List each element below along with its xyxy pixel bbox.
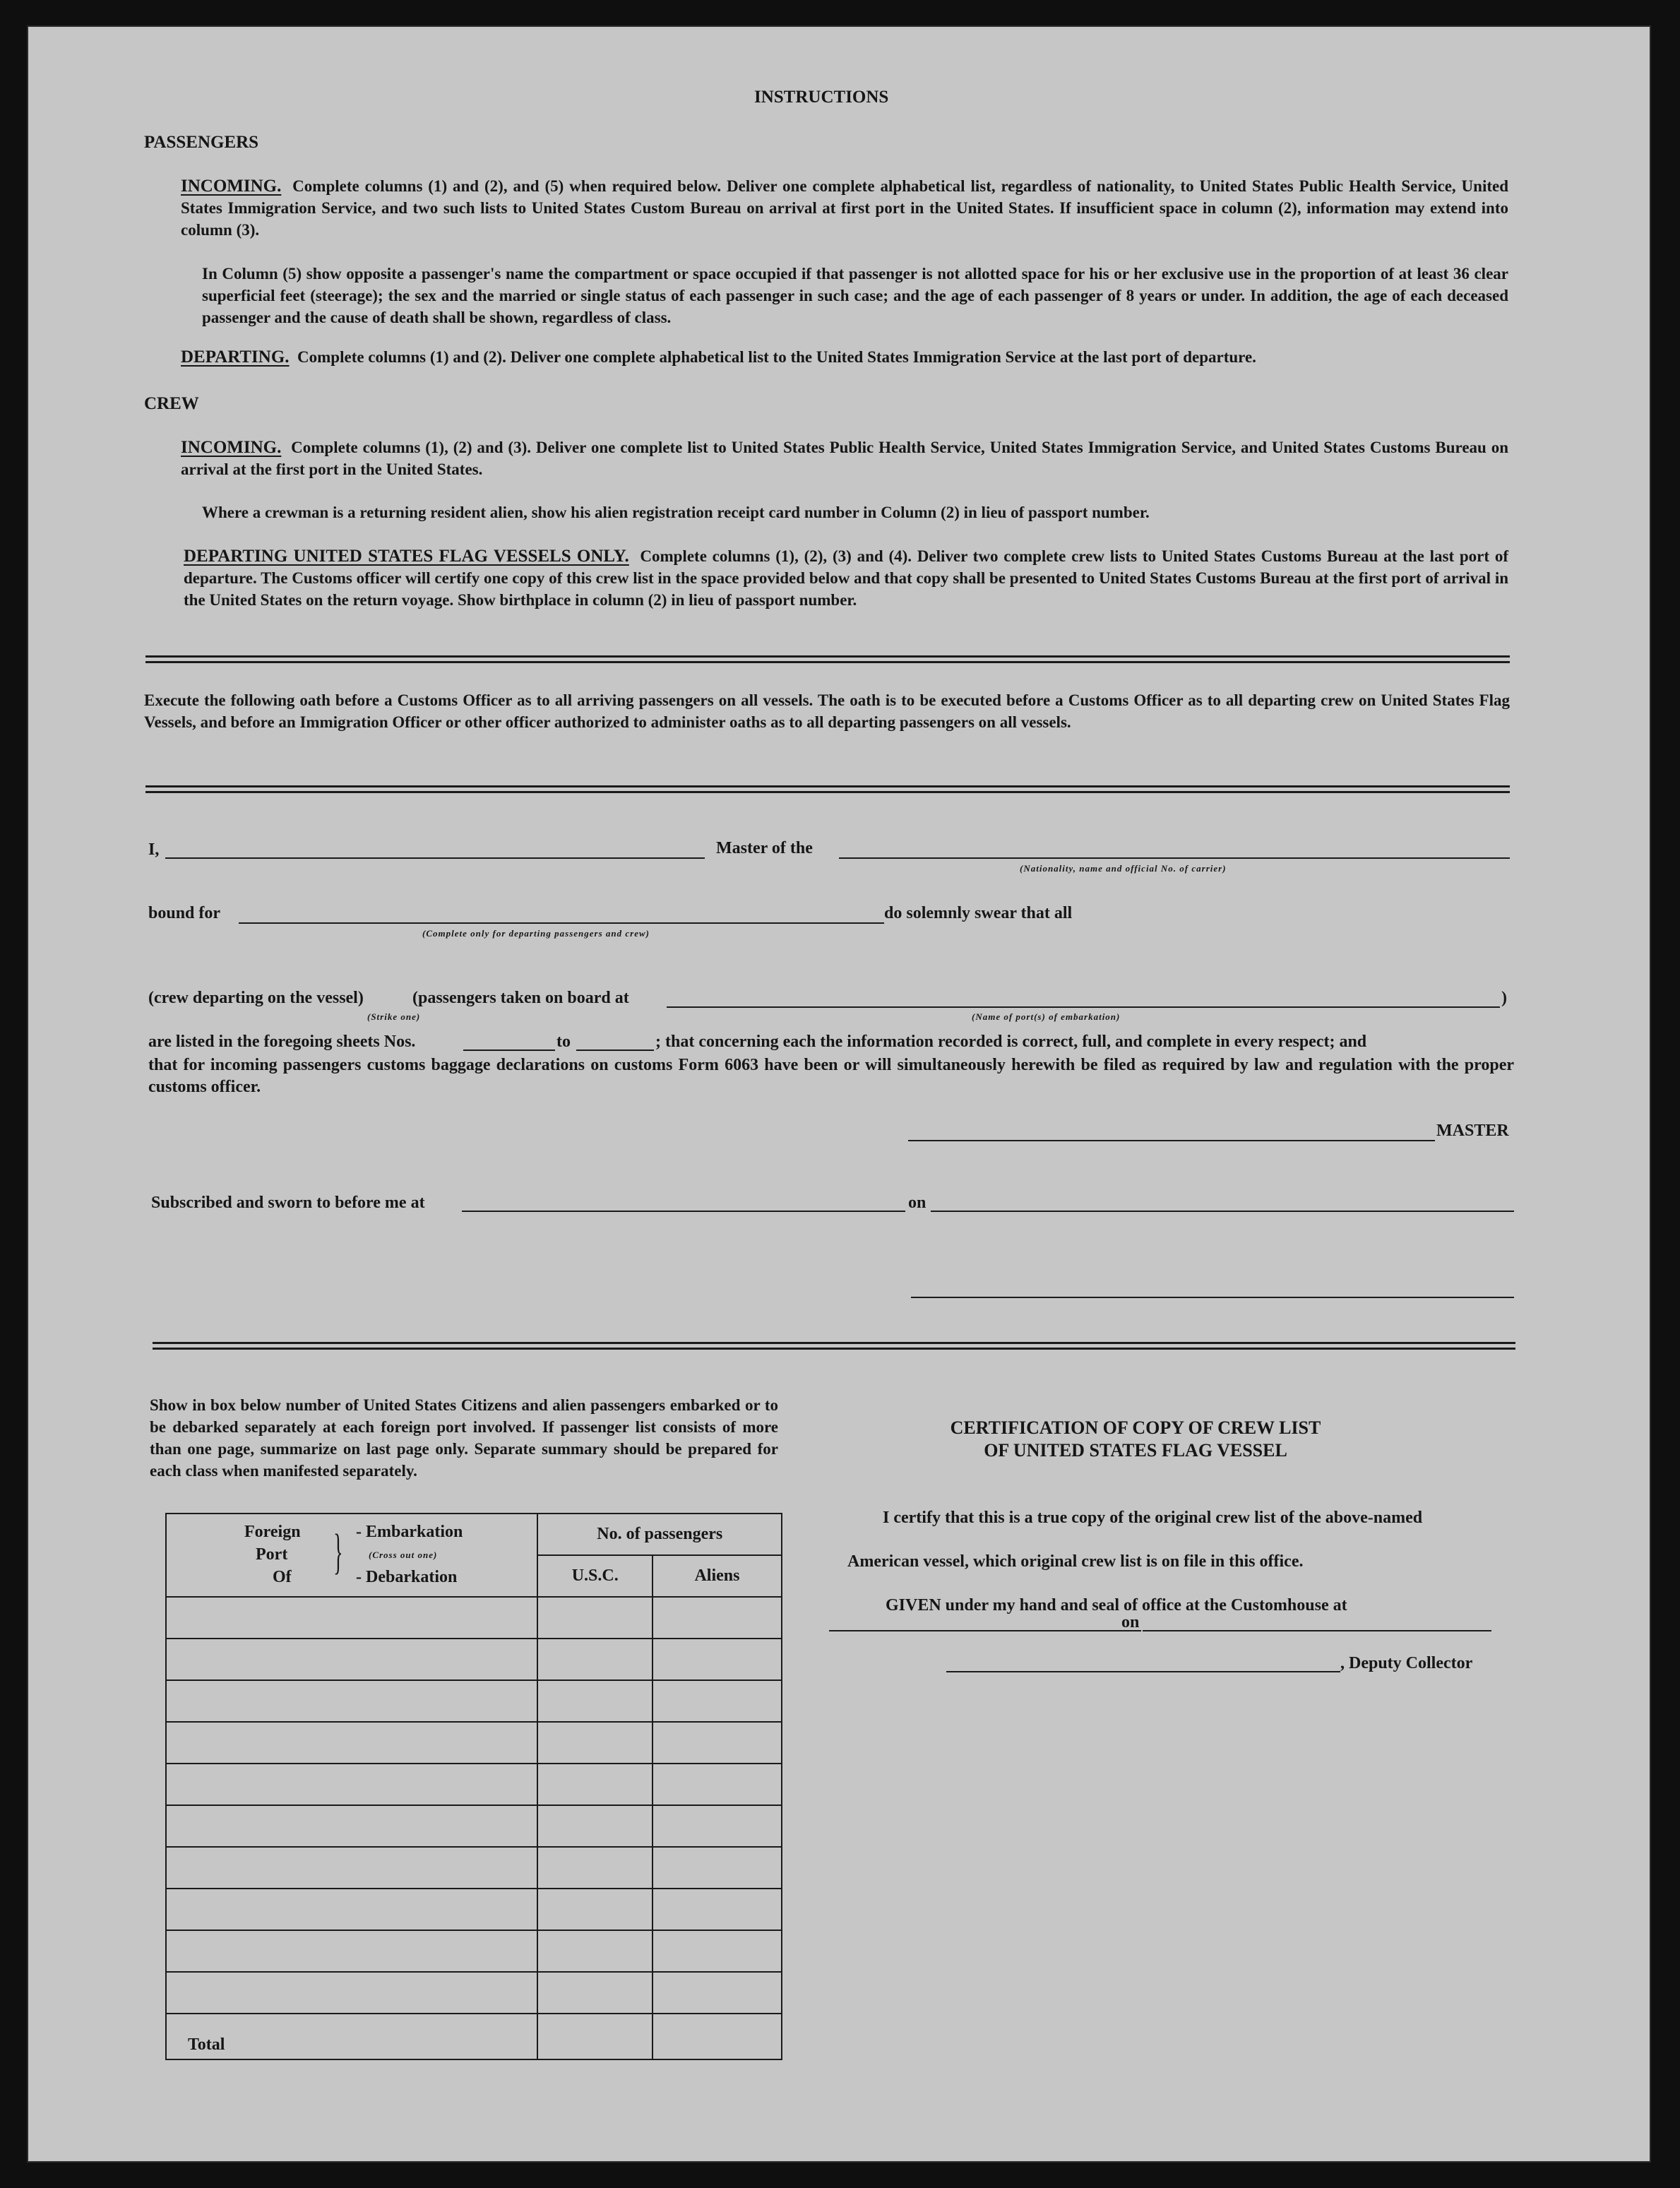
ports-hint: (Name of port(s) of embarkation) <box>972 1011 1121 1022</box>
port-cell[interactable] <box>166 1639 537 1680</box>
crew-departing-paragraph <box>184 545 1508 611</box>
close-paren: ) <box>1501 989 1507 1007</box>
document-page <box>27 25 1651 2163</box>
baggage-declaration-text: that for incoming passengers customs baggage declarations on customs Form 6063 have been or will simultaneously herewith be filed as required by law and regulation with the proper customs officer. <box>148 1056 1514 1096</box>
passengers-incoming-text: Complete columns (1) and (2), and (5) when required below. Deliver one complete alphabetical list, regardless of nationality, to United States Public Health Service, United States Immigration Service, and two such lists to United States Custom Bureau on arrival at first port in the United States. If insufficient space in column (2), information may extend into column (3). <box>181 177 1509 239</box>
port-label: Port <box>256 1545 288 1564</box>
usc-cell[interactable] <box>537 1889 652 1930</box>
master-name-line[interactable] <box>165 857 705 859</box>
cross-out-hint: (Cross out one) <box>369 1550 438 1560</box>
passengers-departing-paragraph <box>181 346 1508 368</box>
sheet-to-line[interactable] <box>576 1050 654 1051</box>
oath-i-label: I, <box>148 840 160 859</box>
aliens-total-cell[interactable] <box>653 2014 782 2059</box>
table-row <box>166 1680 782 1722</box>
passengers-title: PASSENGERS <box>144 133 259 152</box>
listed-text: ; that concerning each the information recorded is correct, full, and complete in every respect; and <box>655 1033 1367 1051</box>
oath-intro: Execute the following oath before a Customs Officer as to all arriving passengers on all vessels. The oath is to be executed before a Customs Officer as to all departing crew on United States Flag Vessels, and before an Immigration Officer or other officer authorized to administer oaths as to all departing passengers on all vessels. <box>144 691 1510 731</box>
usc-total-cell[interactable] <box>537 2014 652 2059</box>
nationality-hint: (Nationality, name and official No. of carrier) <box>1020 863 1227 874</box>
crew-resident-paragraph: Where a crewman is a returning resident alien, show his alien registration receipt card number in Column (2) in lieu of passport number. <box>202 504 1150 521</box>
aliens-cell[interactable] <box>653 1805 782 1847</box>
bound-for-label: bound for <box>148 904 221 922</box>
aliens-cell[interactable] <box>653 1972 782 2014</box>
passengers-incoming-paragraph <box>181 175 1508 241</box>
usc-cell[interactable] <box>537 1764 652 1805</box>
table-row <box>166 1805 782 1847</box>
bound-hint: (Complete only for departing passengers and crew) <box>422 928 650 939</box>
usc-cell[interactable] <box>537 1930 652 1972</box>
aliens-cell[interactable] <box>653 1847 782 1889</box>
crew-incoming-text: Complete columns (1), (2) and (3). Deliver one complete list to United States Public Health Service, United States Immigration Service, and United States Customs Bureau on arrival at the first port in the United States. <box>181 439 1509 478</box>
crew-departing-text: Complete columns (1), (2), (3) and (4). Deliver two complete crew lists to United States Customs Bureau at the last port of departure. The Customs officer will certify one copy of this crew list in the space provided below and that copy shall be presented to United States Customs Bureau at the first port of arrival in the United States on the return voyage. Show birthplace in column (2) in lieu of passport number. <box>184 547 1508 609</box>
aliens-cell[interactable] <box>653 1764 782 1805</box>
summary-intro: Show in box below number of United States Citizens and alien passengers embarked or to be debarked separately at each foreign port involved. If passenger list consists of more than one page, summarize on last page only. Separate summary should be prepared for each class when manifested separately. <box>150 1396 778 1480</box>
passengers-column5-paragraph: In Column (5) show opposite a passenger's name the compartment or space occupied if that passenger is not allotted space for his or her exclusive use in the proportion of at least 36 clear superficial feet (steerage); the sex and the married or single status of each passenger in such case; and the age of each passenger of 8 years or under. In addition, the age of each deceased passenger and the cause of death shall be shown, regardless of class. <box>202 265 1508 326</box>
total-row <box>166 2014 782 2059</box>
subscribed-label: Subscribed and sworn to before me at <box>151 1194 425 1212</box>
passengers-departing-text: Complete columns (1) and (2). Deliver one complete alphabetical list to the United States Immigration Service at the last port of departure. <box>297 348 1256 366</box>
usc-cell[interactable] <box>537 1597 652 1639</box>
port-cell[interactable] <box>166 1805 537 1847</box>
crew-departing-label: DEPARTING UNITED STATES FLAG VESSELS ONLY. <box>184 547 629 566</box>
crew-incoming-label: INCOMING. <box>181 438 282 457</box>
master-of-label: Master of the <box>716 839 813 857</box>
section-divider <box>145 785 1510 793</box>
to-label: to <box>556 1033 571 1051</box>
total-label: Total <box>166 2014 537 2059</box>
certification-title-line1: CERTIFICATION OF COPY OF CREW LIST <box>950 1417 1321 1438</box>
no-passengers-header: No. of passengers <box>537 1514 782 1555</box>
sheet-from-line[interactable] <box>463 1050 555 1051</box>
passengers-incoming-label: INCOMING. <box>181 177 282 196</box>
deputy-signature-line[interactable] <box>946 1671 1340 1672</box>
port-cell[interactable] <box>166 1847 537 1889</box>
brace-icon: } <box>333 1525 343 1579</box>
port-header-cell <box>166 1514 537 1597</box>
given-text: GIVEN under my hand and seal of office at the Customhouse at <box>886 1596 1347 1615</box>
certification-on-label: on <box>1121 1613 1140 1631</box>
aliens-cell[interactable] <box>653 1889 782 1930</box>
aliens-cell[interactable] <box>653 1597 782 1639</box>
foreign-label: Foreign <box>244 1523 301 1541</box>
sworn-on-label: on <box>908 1194 927 1212</box>
port-cell[interactable] <box>166 1972 537 2014</box>
port-cell[interactable] <box>166 1889 537 1930</box>
carrier-line[interactable] <box>839 857 1510 859</box>
port-cell[interactable] <box>166 1680 537 1722</box>
usc-cell[interactable] <box>537 1680 652 1722</box>
passengers-taken-option: (passengers taken on board at <box>412 989 629 1007</box>
certify-text-line1: I certify that this is a true copy of the original crew list of the above-named <box>883 1509 1423 1527</box>
certify-text-line2: American vessel, which original crew list is on file in this office. <box>847 1552 1304 1571</box>
usc-cell[interactable] <box>537 1805 652 1847</box>
table-row <box>166 1847 782 1889</box>
table-row <box>166 1639 782 1680</box>
port-cell[interactable] <box>166 1597 537 1639</box>
port-cell[interactable] <box>166 1722 537 1764</box>
table-row <box>166 1930 782 1972</box>
deputy-collector-label: , Deputy Collector <box>1340 1654 1473 1672</box>
master-signature-line[interactable] <box>908 1140 1435 1141</box>
usc-cell[interactable] <box>537 1722 652 1764</box>
swear-label: do solemnly swear that all <box>884 904 1073 922</box>
certification-title-line2: OF UNITED STATES FLAG VESSEL <box>984 1440 1287 1461</box>
usc-cell[interactable] <box>537 1847 652 1889</box>
table-row <box>166 1889 782 1930</box>
of-label: Of <box>273 1568 292 1586</box>
section-divider <box>153 1342 1515 1350</box>
table-row <box>166 1722 782 1764</box>
table-row <box>166 1764 782 1805</box>
embarkation-label: - Embarkation <box>356 1523 463 1541</box>
port-cell[interactable] <box>166 1764 537 1805</box>
bound-for-line[interactable] <box>239 922 884 924</box>
embarkation-ports-line[interactable] <box>667 1006 1500 1008</box>
usc-header: U.S.C. <box>537 1555 652 1597</box>
debarkation-label: - Debarkation <box>356 1568 458 1586</box>
customhouse-line[interactable] <box>829 1630 1141 1631</box>
port-cell[interactable] <box>166 1930 537 1972</box>
passenger-summary-table <box>165 1513 782 2060</box>
page-heading: INSTRUCTIONS <box>754 88 889 107</box>
passengers-departing-label: DEPARTING. <box>181 347 290 367</box>
crew-title: CREW <box>144 394 199 413</box>
master-label: MASTER <box>1436 1122 1509 1140</box>
aliens-cell[interactable] <box>653 1930 782 1972</box>
usc-cell[interactable] <box>537 1639 652 1680</box>
sworn-place-line[interactable] <box>462 1211 905 1212</box>
usc-cell[interactable] <box>537 1972 652 2014</box>
crew-departing-option: (crew departing on the vessel) <box>148 989 364 1007</box>
aliens-cell[interactable] <box>653 1722 782 1764</box>
table-row <box>166 1597 782 1639</box>
crew-incoming-paragraph <box>181 436 1508 480</box>
section-divider <box>145 655 1510 663</box>
strike-one-hint: (Strike one) <box>367 1011 421 1022</box>
officer-signature-line[interactable] <box>911 1297 1514 1298</box>
table-row <box>166 1972 782 2014</box>
sworn-date-line[interactable] <box>931 1211 1514 1212</box>
certification-title <box>853 1417 1418 1462</box>
aliens-header: Aliens <box>653 1555 782 1597</box>
listed-label: are listed in the foregoing sheets Nos. <box>148 1033 416 1051</box>
aliens-cell[interactable] <box>653 1639 782 1680</box>
certification-date-line[interactable] <box>1143 1630 1491 1631</box>
aliens-cell[interactable] <box>653 1680 782 1722</box>
